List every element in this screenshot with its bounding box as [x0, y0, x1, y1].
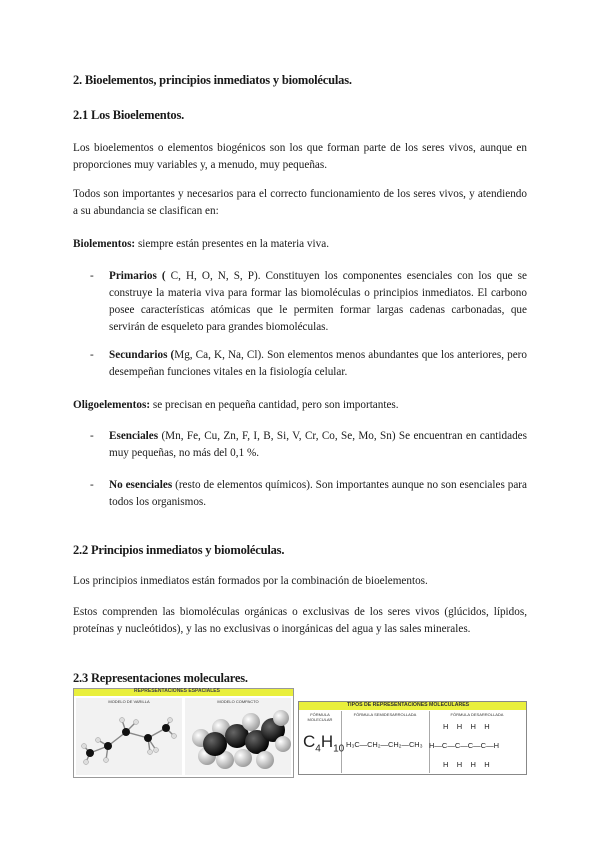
developed-top-row: H H H H — [443, 722, 490, 731]
no-esenciales-text: (resto de elementos químicos). Son importantes aunque no son esenciales para todos los organismos. — [109, 479, 527, 508]
figure-banner — [74, 689, 293, 696]
developed-middle-row: H—C—C—C—C—H — [429, 741, 499, 750]
semi-developed-formula: H₃C—CH₂—CH₂—CH₃ — [346, 740, 423, 749]
bullet-dash: - — [90, 349, 94, 361]
bullet-dash: - — [90, 270, 94, 282]
subheading-principios: 2.2 Principios inmediatos y biomoléculas. — [73, 543, 285, 557]
figure-molecular-representations — [298, 701, 527, 775]
primarios-label: Primarios ( — [109, 270, 166, 282]
stick-model-panel — [76, 698, 182, 775]
bullet-dash: - — [90, 430, 94, 442]
paragraph-classification: Todos son importantes y necesarios para el correcto funcionamiento de los seres vivos, y atendiendo a su abundancia se clasifican en: — [73, 188, 527, 217]
biolementos-label: Biolementos: — [73, 238, 136, 250]
biolementos-line — [73, 236, 527, 253]
compact-model-illustration — [185, 698, 291, 775]
secundarios-label: Secundarios ( — [109, 349, 175, 361]
compact-model-panel — [185, 698, 291, 775]
bullet-dash: - — [90, 479, 94, 491]
oligo-text: se precisan en pequeña cantidad, pero son importantes. — [150, 399, 399, 411]
figure-spatial-representations — [73, 688, 294, 778]
paragraph-principios: Los principios inmediatos están formados por la combinación de bioelementos. — [73, 575, 428, 587]
header-molecular: FÓRMULA MOLECULAR — [307, 712, 333, 722]
primarios-text: C, H, O, N, S, P). Constituyen los componentes esenciales con los que se construye la materia viva para formar las biomoléculas o principios inmediatos. El carbono posee características atómicas que le permiten formar largas cadenas carbonadas, que servirán de esqueleto para grandes biomoléculas. — [109, 270, 527, 333]
biolementos-text: siempre están presentes en la materia viva. — [135, 238, 329, 250]
subheading-representaciones: 2.3 Representaciones moleculares. — [73, 671, 248, 685]
stick-model-illustration — [76, 698, 182, 775]
esenciales-label: Esenciales — [109, 430, 159, 442]
developed-formula — [429, 722, 524, 774]
secundarios-text: Mg, Ca, K, Na, Cl). Son elementos menos abundantes que los anteriores, pero desempeñan funciones vitales en la fisiología celular. — [109, 349, 527, 378]
stick-model-label: MODELO DE VARILLA — [108, 699, 150, 704]
no-esenciales-label: No esenciales — [109, 479, 173, 491]
figure-title: REPRESENTACIONES ESPACIALES — [134, 688, 220, 694]
paragraph-definition: Los bioelementos o elementos biogénicos son los que forman parte de los seres vivos, aunque en proporciones muy variables y, a menudo, muy pequeñas. — [73, 142, 527, 171]
developed-bottom-row: H H H H — [443, 760, 490, 769]
molecular-formula: $C_4H_{10}$ — [303, 732, 345, 755]
section-title: 2. Bioelementos, principios inmediatos y biomoléculas. — [73, 73, 352, 87]
oligo-line — [73, 397, 527, 414]
oligo-label: Oligoelementos: — [73, 399, 151, 411]
figure-title: TIPOS DE REPRESENTACIONES MOLECULARES — [347, 702, 470, 708]
subheading-bioelementos: 2.1 Los Bioelementos. — [73, 108, 185, 122]
header-semi: FÓRMULA SEMIDESARROLLADA — [353, 712, 417, 717]
compact-model-label: MODELO COMPACTO — [217, 699, 259, 704]
paragraph-biomoleculas: Estos comprenden las biomoléculas orgánicas o exclusivas de los seres vivos (glúcidos, lípidos, proteínas y nucleótidos), y las no exclusivas o inorgánicas del agua y las sales minerales. — [73, 606, 527, 635]
figure-banner — [299, 702, 526, 710]
header-developed: FÓRMULA DESARROLLADA — [450, 712, 504, 717]
esenciales-text: (Mn, Fe, Cu, Zn, F, I, B, Si, V, Cr, Co, Se, Mo, Sn) Se encuentran en cantidades muy pequeñas, no más del 0,1 %. — [109, 430, 527, 459]
